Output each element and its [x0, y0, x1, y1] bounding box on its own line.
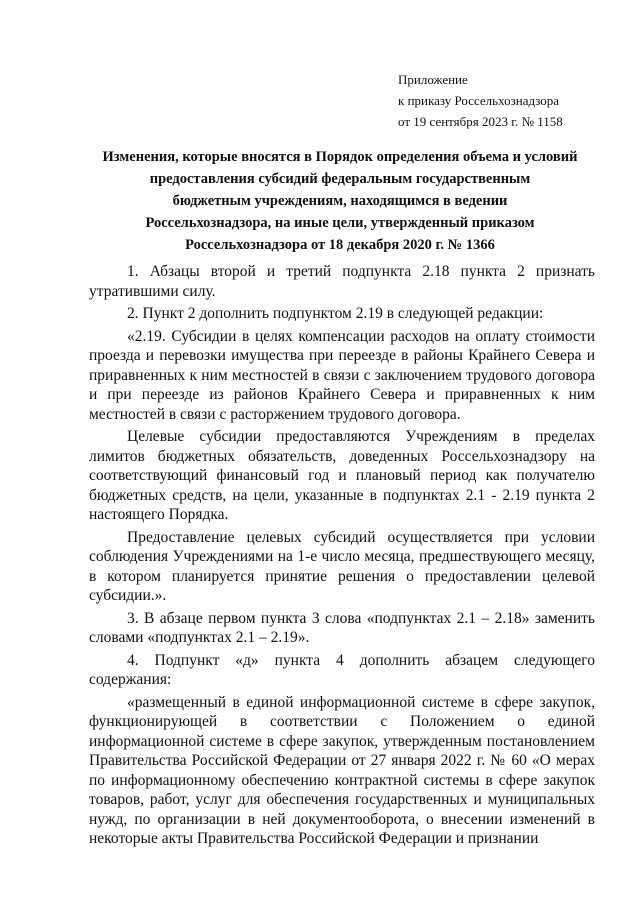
title-line: Россельхознадзора, на иные цели, утвержденный приказом [145, 215, 535, 231]
paragraph-target-subsidies: Целевые субсидии предоставляются Учреждениям в пределах лимитов бюджетных обязательств, доведенных Россельхознадзору на соответствующий финансовый год и плановый период как получателю бюджетных средств, на цели, указанные в подпунктах 2.1 - 2.19 пункта 2 настоящего Порядка. [89, 428, 595, 523]
title-line: Россельхознадзора от 18 декабря 2020 г. № 1366 [185, 237, 495, 253]
paragraph-item-1: 1. Абзацы второй и третий подпункта 2.18 пункта 2 признать утратившими силу. [89, 263, 595, 300]
paragraph-subsidy-conditions: Предоставление целевых субсидий осуществляется при условии соблюдения Учреждениями на 1-е число месяца, предшествующего месяцу, в котором планируется принятие решения о предоставлении целевой субсидии.». [89, 528, 595, 604]
paragraph-item-4: 4. Подпункт «д» пункта 4 дополнить абзацем следующего содержания: [89, 651, 595, 688]
paragraph-item-3: 3. В абзаце первом пункта 3 слова «подпунктах 2.1 – 2.18» заменить словами «подпунктах 2.1 – 2.19». [89, 609, 595, 646]
document-title [84, 146, 596, 256]
appendix-line: от 19 сентября 2023 г. № 1158 [398, 114, 563, 129]
paragraph-quoted-addition: «размещенный в единой информационной системе в сфере закупок, функционирующей в соответствии с Положением о единой информационной системе в сфере закупок, утвержденным постановлением Правительства Российской Федерации от 27 января 2022 г. № 60 «О мерах по информационному обеспечению контрактной системы в сфере закупок товаров, работ, услуг для обеспечения государственных и муниципальных нужд, по организации в ней документооборота, о внесении изменений в некоторые акты Правительства Российской Федерации и признании [89, 693, 595, 847]
paragraph-item-2: 2. Пункт 2 дополнить подпунктом 2.19 в следующей редакции: [127, 305, 544, 322]
title-line: предоставления субсидий федеральным государственным [149, 171, 531, 187]
paragraph-subsection-2-19: «2.19. Субсидии в целях компенсации расходов на оплату стоимости проезда и перевозки имущества при переезде в районы Крайнего Севера и приравненных к ним местностей в связи с заключением трудового договора и при переезде из районов Крайнего Севера и приравненных к ним местностей в связи с расторжением трудового договора. [89, 327, 595, 423]
appendix-line: к приказу Россельхознадзора [398, 93, 560, 108]
title-line: бюджетным учреждениям, находящимся в ведении [172, 193, 508, 209]
appendix-line: Приложение [398, 72, 468, 87]
title-line: Изменения, которые вносятся в Порядок определения объема и условий [102, 149, 578, 165]
document-body [89, 262, 595, 849]
appendix-header [398, 69, 563, 132]
